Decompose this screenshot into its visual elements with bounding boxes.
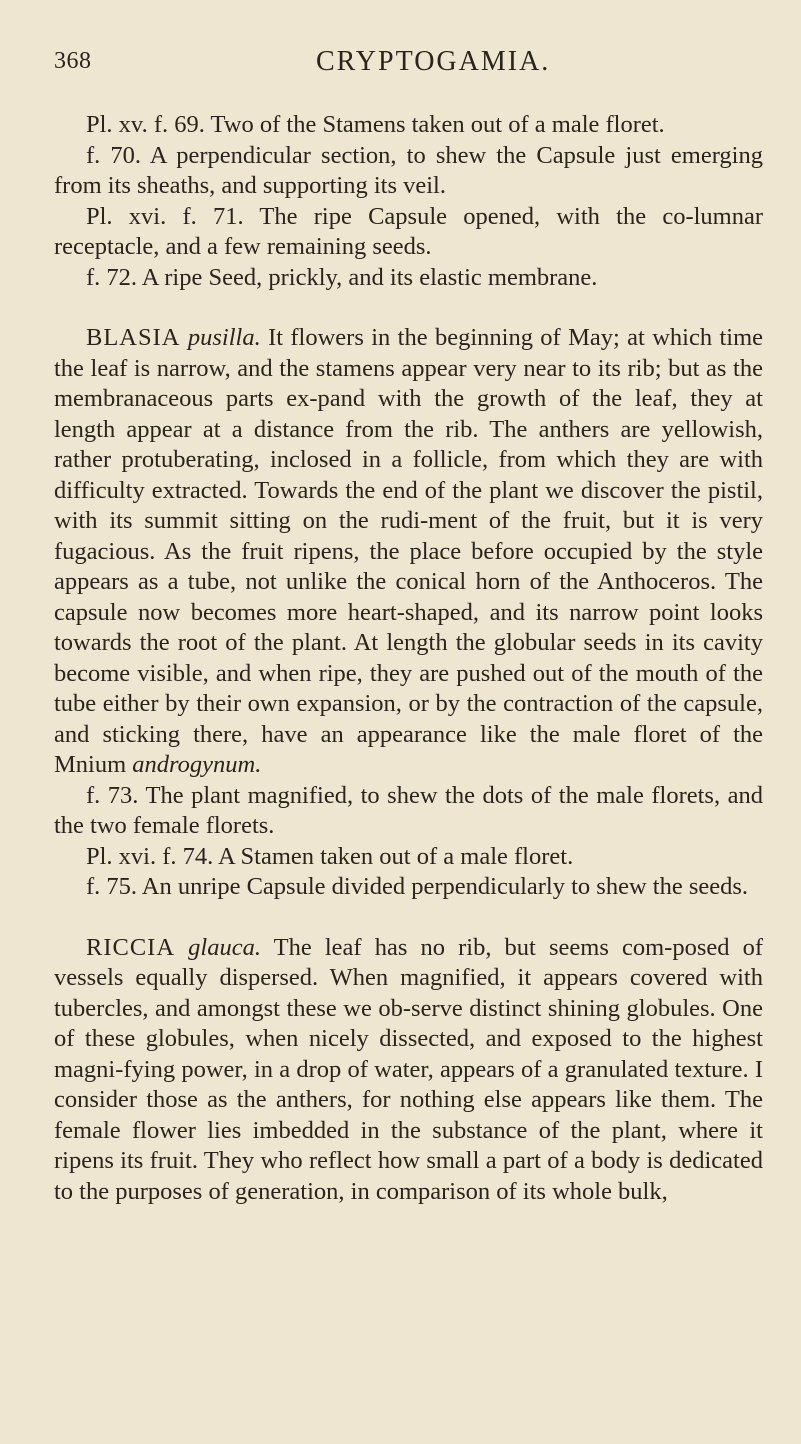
- section-gap: [54, 903, 763, 933]
- riccia-genus: RICCIA: [86, 933, 176, 961]
- figure-caption: f. 70. A perpendicular section, to shew the Capsule just emerging from its sheaths, and supporting its veil.: [54, 141, 763, 199]
- page-number: 368: [54, 48, 92, 74]
- figure-caption: f. 72. A ripe Seed, prickly, and its elastic membrane.: [86, 263, 598, 291]
- riccia-species: glauca.: [188, 933, 261, 961]
- page-header: [54, 46, 763, 86]
- figure-caption: Pl. xvi. f. 71. The ripe Capsule opened, with the co-lumnar receptacle, and a few remaining seeds.: [54, 202, 763, 260]
- riccia-description: The leaf has no rib, but seems com-posed of vessels equally dispersed. When magnified, it appears covered with tubercles, and amongst these we ob-serve distinct shining globules. One of these globules, when nicely dissected, and exposed to the highest magni-fying power, in a drop of water, appears of a granulated texture. I consider those as the anthers, for nothing else appears like them. The female flower lies imbedded in the substance of the plant, where it ripens its fruit. They who reflect how small a part of a body is dedicated to the purposes of generation, in comparison of its whole bulk,: [54, 933, 764, 1205]
- figure-caption: f. 73. The plant magnified, to shew the dots of the male florets, and the two female florets.: [54, 781, 763, 839]
- blasia-species: pusilla.: [187, 324, 261, 351]
- section-gap: [54, 293, 763, 323]
- figure-caption: Pl. xvi. f. 74. A Stamen taken out of a male floret.: [86, 842, 574, 870]
- body-text: [54, 110, 763, 1207]
- blasia-italic-term: androgynum.: [132, 751, 262, 778]
- blasia-genus: BLASIA: [86, 324, 181, 351]
- figure-caption: Pl. xv. f. 69. Two of the Stamens taken out of a male floret.: [86, 111, 665, 138]
- blasia-description: It flowers in the beginning of May; at which time the leaf is narrow, and the stamens appear very near to its rib; but as the membranaceous parts ex-pand with the growth of the leaf, they at length appear at a distance from the rib. The anthers are yellowish, rather protuberating, inclosed in a follicle, from which they are with difficulty extracted. Towards the end of the plant we discover the pistil, with its summit sitting on the rudi-ment of the fruit, but it is very fugacious. As the fruit ripens, the place before occupied by the style appears as a tube, not unlike the conical horn of the Anthoceros. The capsule now becomes more heart-shaped, and its narrow point looks towards the root of the plant. At length the globular seeds in its cavity become visible, and when ripe, they are pushed out of the mouth of the tube either by their own expansion, or by the contraction of the capsule, and sticking there, have an appearance like the male floret of the Mnium: [54, 324, 763, 778]
- running-head: CRYPTOGAMIA.: [316, 46, 551, 77]
- blasia-paragraph: [54, 323, 763, 781]
- riccia-paragraph: [54, 933, 763, 1208]
- figure-caption: f. 75. An unripe Capsule divided perpendicularly to shew the seeds.: [86, 873, 749, 900]
